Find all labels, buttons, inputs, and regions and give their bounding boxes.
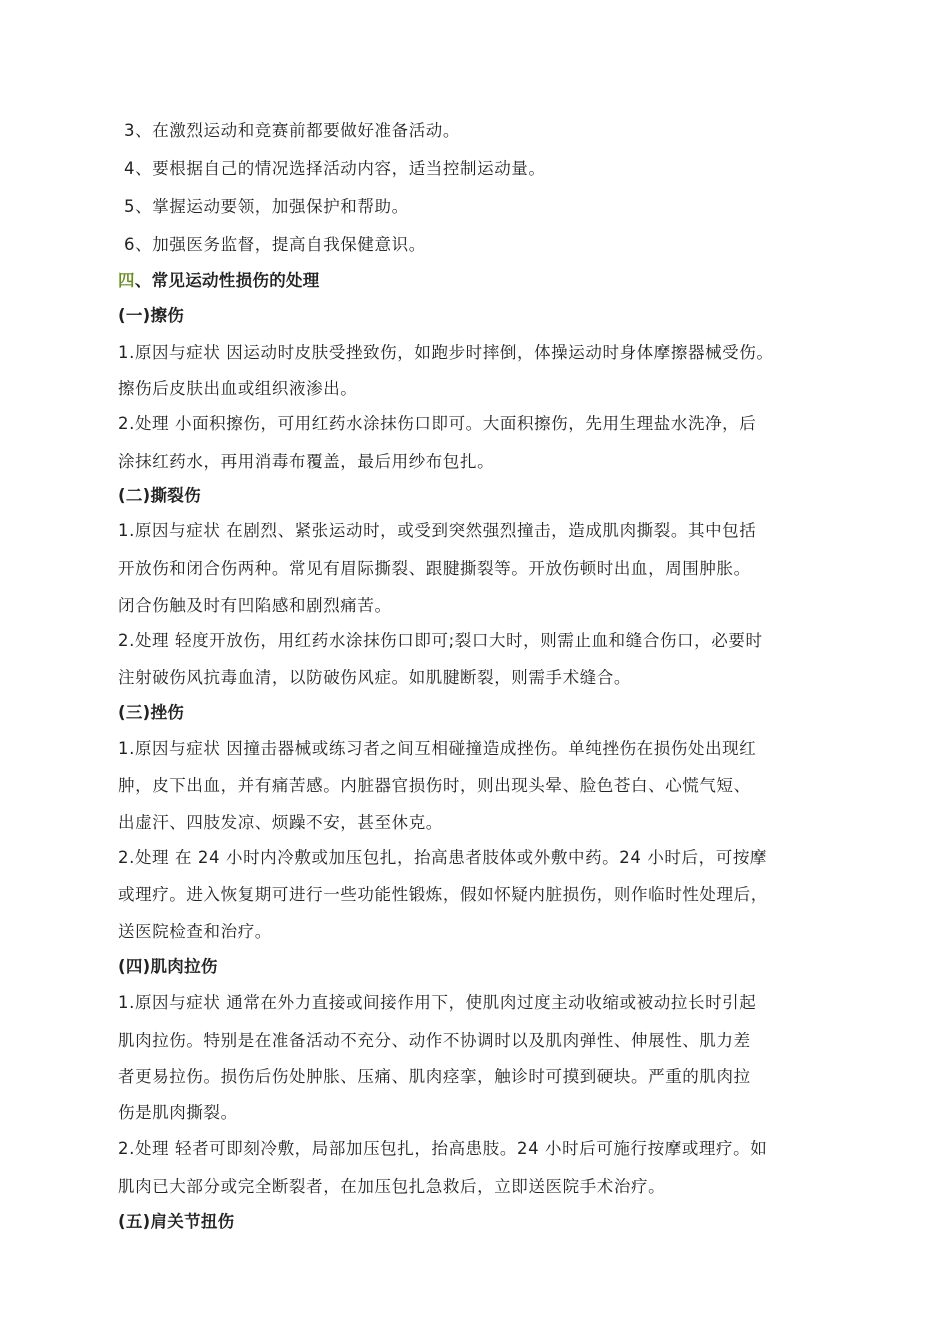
paragraph-line: 擦伤后皮肤出血或组织液渗出。 — [118, 379, 358, 398]
subheading-strain: (四)肌肉拉伤 — [118, 957, 218, 976]
subheading-laceration: (二)撕裂伤 — [118, 486, 201, 505]
paragraph-line: 肿，皮下出血，并有痛苦感。内脏器官损伤时，则出现头晕、脸色苍白、心慌气短、 — [118, 776, 751, 795]
paragraph-line: 或理疗。进入恢复期可进行一些功能性锻炼，假如怀疑内脏损伤，则作临时性处理后， — [118, 885, 768, 904]
paragraph-line: 2.处理 小面积擦伤，可用红药水涂抹伤口即可。大面积擦伤，先用生理盐水洗净，后 — [118, 414, 757, 433]
subheading-shoulder: (五)肩关节扭伤 — [118, 1212, 235, 1231]
paragraph-line: 涂抹红药水，再用消毒布覆盖，最后用纱布包扎。 — [118, 452, 495, 471]
paragraph-line: 肌肉已大部分或完全断裂者，在加压包扎急救后，立即送医院手术治疗。 — [118, 1177, 666, 1196]
paragraph-line: 2.处理 轻者可即刻冷敷，局部加压包扎，抬高患肢。24 小时后可施行按摩或理疗。如 — [118, 1139, 768, 1158]
list-item-3: 3、在激烈运动和竞赛前都要做好准备活动。 — [124, 121, 460, 140]
list-item-5: 5、掌握运动要领，加强保护和帮助。 — [124, 197, 409, 216]
paragraph-line: 1.原因与症状 因撞击器械或练习者之间互相碰撞造成挫伤。单纯挫伤在损伤处出现红 — [118, 739, 757, 758]
paragraph-line: 送医院检查和治疗。 — [118, 922, 272, 941]
paragraph-line: 伤是肌肉撕裂。 — [118, 1103, 238, 1122]
subheading-abrasion: (一)擦伤 — [118, 306, 185, 325]
paragraph-line: 开放伤和闭合伤两种。常见有眉际撕裂、跟腱撕裂等。开放伤顿时出血，周围肿胀。 — [118, 559, 751, 578]
list-item-4: 4、要根据自己的情况选择活动内容，适当控制运动量。 — [124, 159, 546, 178]
paragraph-line: 肌肉拉伤。特别是在准备活动不充分、动作不协调时以及肌肉弹性、伸展性、肌力差 — [118, 1031, 751, 1050]
list-item-6: 6、加强医务监督，提高自我保健意识。 — [124, 235, 426, 254]
paragraph-line: 2.处理 在 24 小时内冷敷或加压包扎，抬高患者肢体或外敷中药。24 小时后，可按摩 — [118, 848, 768, 867]
paragraph-line: 出虚汗、四肢发凉、烦躁不安，甚至休克。 — [118, 813, 443, 832]
paragraph-line: 闭合伤触及时有凹陷感和剧烈痛苦。 — [118, 596, 392, 615]
paragraph-line: 2.处理 轻度开放伤，用红药水涂抹伤口即可;裂口大时，则需止血和缝合伤口，必要时 — [118, 631, 763, 650]
section-number: 四 — [118, 271, 135, 290]
paragraph-line: 1.原因与症状 通常在外力直接或间接作用下，使肌肉过度主动收缩或被动拉长时引起 — [118, 993, 757, 1012]
paragraph-line: 1.原因与症状 因运动时皮肤受挫致伤，如跑步时摔倒，体操运动时身体摩擦器械受伤。 — [118, 343, 774, 362]
section-heading-4 — [118, 270, 320, 292]
section-title: 、常见运动性损伤的处理 — [134, 271, 320, 290]
subheading-contusion: (三)挫伤 — [118, 703, 185, 722]
paragraph-line: 1.原因与症状 在剧烈、紧张运动时，或受到突然强烈撞击，造成肌肉撕裂。其中包括 — [118, 521, 757, 540]
paragraph-line: 者更易拉伤。损伤后伤处肿胀、压痛、肌肉痉挛，触诊时可摸到硬块。严重的肌肉拉 — [118, 1067, 751, 1086]
paragraph-line: 注射破伤风抗毒血清，以防破伤风症。如肌腱断裂，则需手术缝合。 — [118, 668, 631, 687]
